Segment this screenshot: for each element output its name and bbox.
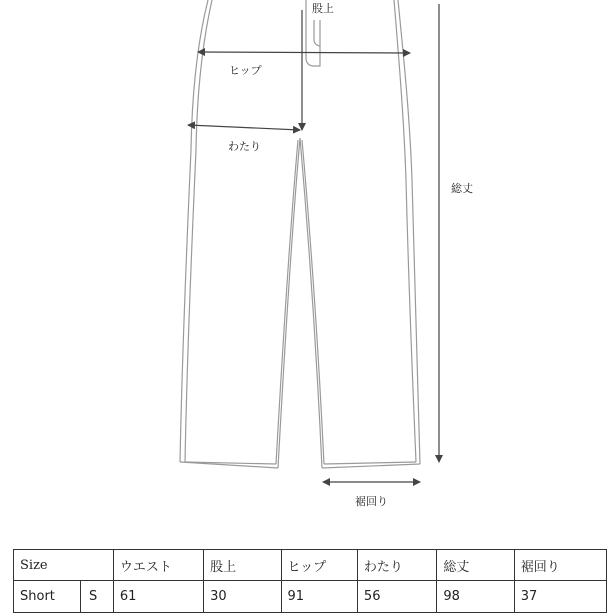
thigh-label: わたり — [228, 140, 261, 153]
header-cell: 股上 — [204, 550, 281, 581]
hip-arrow — [198, 52, 410, 53]
header-cell: ヒップ — [281, 550, 357, 581]
header-cell: わたり — [357, 550, 436, 581]
header-cell: 裾回り — [514, 550, 606, 581]
pants-outline — [180, 0, 420, 468]
table-cell: 37 — [514, 581, 606, 613]
table-cell: 91 — [281, 581, 357, 613]
hip-label: ヒップ — [229, 64, 262, 77]
header-cell: Size — [14, 550, 114, 581]
hem-label: 裾回り — [355, 495, 388, 508]
thigh-arrow — [188, 125, 300, 130]
header-cell: 総丈 — [437, 550, 514, 581]
size-value: S — [89, 589, 98, 604]
table-row — [14, 581, 607, 613]
crotch-label: 股上 — [312, 2, 334, 15]
table-cell: 56 — [357, 581, 436, 613]
measure-arrows — [188, 4, 439, 482]
table-header-row — [14, 550, 607, 581]
table-cell: 30 — [204, 581, 281, 613]
size-table — [13, 549, 607, 613]
table-cell: 61 — [113, 581, 203, 613]
header-cell: ウエスト — [113, 550, 203, 581]
length-label: 総丈 — [451, 182, 473, 195]
size-cell — [14, 581, 114, 613]
fit-value: Short — [14, 581, 81, 612]
table-cell: 98 — [437, 581, 514, 613]
